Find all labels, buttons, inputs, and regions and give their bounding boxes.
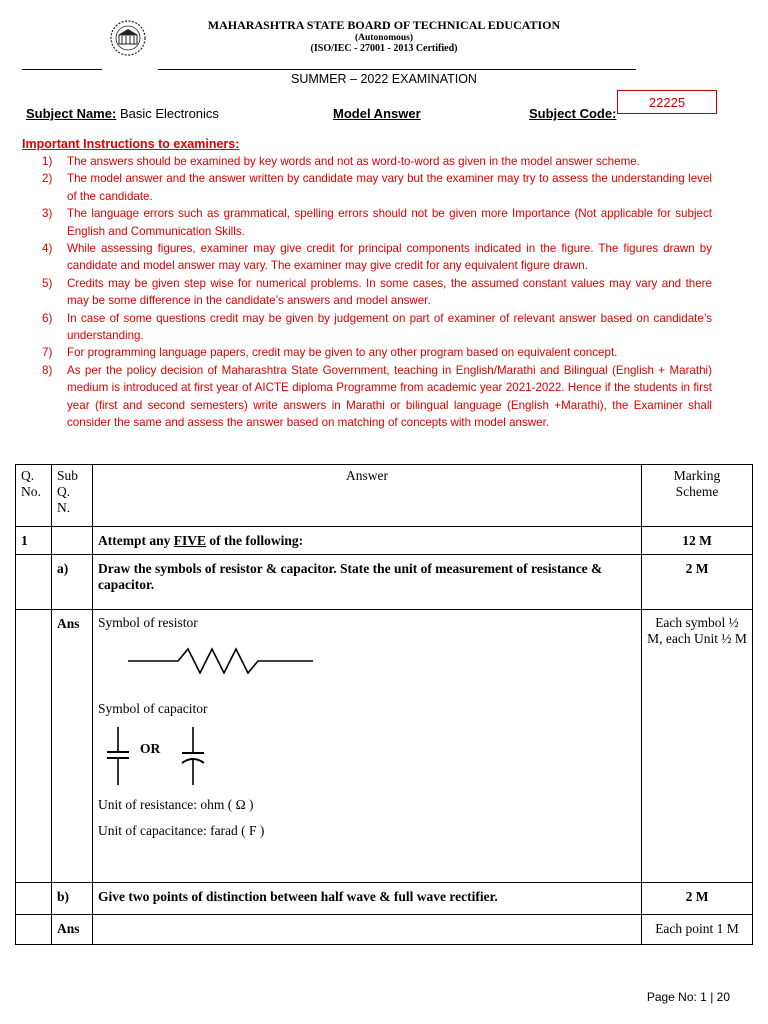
or-label: OR [140,741,161,756]
subject-name [26,106,219,121]
autonomous-label: (Autonomous) [354,33,414,43]
q1-sub-empty [52,527,93,555]
header-q-no-line2: No. [21,484,41,499]
table-row-qb-answer [16,915,753,945]
q1-attempt-five: FIVE [173,533,207,548]
instruction-item [42,153,712,170]
instruction-item [42,205,712,240]
symbol-resistor-label: Symbol of resistor [98,615,198,630]
table-row-q1 [16,527,753,555]
board-name: MAHARASHTRA STATE BOARD OF TECHNICAL EDUCATION [207,18,561,32]
instruction-number: 3) [42,207,53,221]
header-sub-q [52,465,93,527]
qa-scheme: Each symbol ½ M, each Unit ½ M [642,610,753,883]
instruction-number: 7) [42,346,53,360]
instruction-number: 1) [42,155,53,168]
table-row-qa [16,555,753,610]
q1-attempt-pre: Attempt any [98,533,174,548]
instruction-number: 5) [42,276,53,290]
qb-qno-empty [16,883,52,915]
instructions-title: Important Instructions to examiners: [22,137,240,151]
subject-code-label: Subject Code: [529,106,617,121]
qa-ans-label: Ans [52,610,93,883]
q1-marks: 12 M [642,527,753,555]
table-row-qb [16,883,753,915]
instruction-item [42,310,712,345]
header-sub-line1: Sub [57,468,79,483]
instruction-number: 4) [42,242,53,256]
header-rule-left [22,69,102,70]
unit-resistance: Unit of resistance: ohm ( Ω ) [98,797,254,812]
qa-question: Draw the symbols of resistor & capacitor. State the unit of measurement of resistance & capacitor. [93,555,642,610]
qb-ans-label: Ans [52,915,93,945]
table-row-qa-answer [16,610,753,883]
qb-ans-qno-empty [16,915,52,945]
qb-marks: 2 M [642,883,753,915]
qa-answer-body [93,610,642,883]
qa-qno-empty [16,555,52,610]
instruction-text: In case of some questions credit may be given by judgement on part of examiner of relevant answer based on candidate’s understanding. [67,311,712,343]
certification-label: (ISO/IEC - 27001 - 2013 Certified) [310,43,458,54]
instruction-text: While assessing figures, examiner may give credit for principal components indicated in the figure. The figures drawn by candidate and model answer may vary. The examiner may give credit for any equivalent figure drawn. [67,242,712,273]
instruction-text: Credits may be given step wise for numerical problems. In some cases, the assumed constant values may vary and there may be some difference in the candidate’s answers and model answer. [67,276,712,308]
subject-code-value: 22225 [617,90,717,114]
resistor-symbol [128,641,328,681]
instruction-text: The model answer and the answer written by candidate may vary but the examiner may try to assess the understanding level of the candidate. [67,172,712,203]
instruction-item [42,344,712,361]
qb-scheme: Each point 1 M [642,915,753,945]
subject-name-label: Subject Name: [26,106,117,121]
qb-sub: b) [52,883,93,915]
q1-number: 1 [16,527,52,555]
capacitor-symbol-curved [178,727,208,787]
header-marking-line2: Scheme [675,484,719,499]
qa-sub: a) [52,555,93,610]
instruction-item [42,170,712,205]
instructions-list [42,153,712,432]
qb-question: Give two points of distinction between half wave & full wave rectifier. [93,883,642,915]
instruction-item [42,362,712,432]
header-q-no [16,465,52,527]
instruction-number: 6) [42,311,53,325]
qa-ans-qno-empty [16,610,52,883]
instruction-text: The answers should be examined by key words and not as word-to-word as given in the model answer scheme. [67,155,640,168]
symbol-capacitor-label: Symbol of capacitor [98,701,208,716]
instruction-number: 8) [42,363,53,377]
instruction-text: As per the policy decision of Maharashtra State Government, teaching in English/Marathi and Bilingual (English + Marathi) medium is introduced at first year of AICTE diploma Programme from academic year 2021-2022. Hence if the students in first year (first and second semesters) write answers in Marathi or bilingual language (English +Marathi), the Examiner shall consider the same and assess the answer based on matching of concepts with model answer. [67,363,712,430]
instruction-text: The language errors such as grammatical, spelling errors should not be given more Importance (Not applicable for subject English and Communication Skills. [67,207,712,238]
q1-instruction [93,527,642,555]
header-marking-scheme [642,465,753,527]
header-q-no-line1: Q. [21,468,35,483]
header-answer: Answer [93,465,642,527]
qa-marks: 2 M [642,555,753,610]
header-sub-line2: Q. [57,484,71,499]
header-marking-line1: Marking [673,468,721,483]
table-header-row [16,465,753,527]
unit-capacitance: Unit of capacitance: farad ( F ) [98,823,265,838]
capacitor-symbol-straight [103,727,133,787]
exam-title: SUMMER – 2022 EXAMINATION [291,72,477,86]
page-number: Page No: 1 | 20 [646,990,730,1004]
instruction-number: 2) [42,172,53,186]
subject-name-value: Basic Electronics [119,106,219,121]
q1-attempt-post: of the following: [206,533,304,548]
instruction-item [42,275,712,310]
header-sub-line3: N. [57,500,71,515]
instruction-item [42,240,712,275]
answer-table [15,464,753,945]
capacitor-symbols [98,727,636,787]
header-rule-right [158,69,636,70]
qb-answer-body [93,915,642,945]
instruction-text: For programming language papers, credit may be given to any other program based on equivalent concept. [67,346,618,360]
model-answer-label: Model Answer [333,106,421,121]
